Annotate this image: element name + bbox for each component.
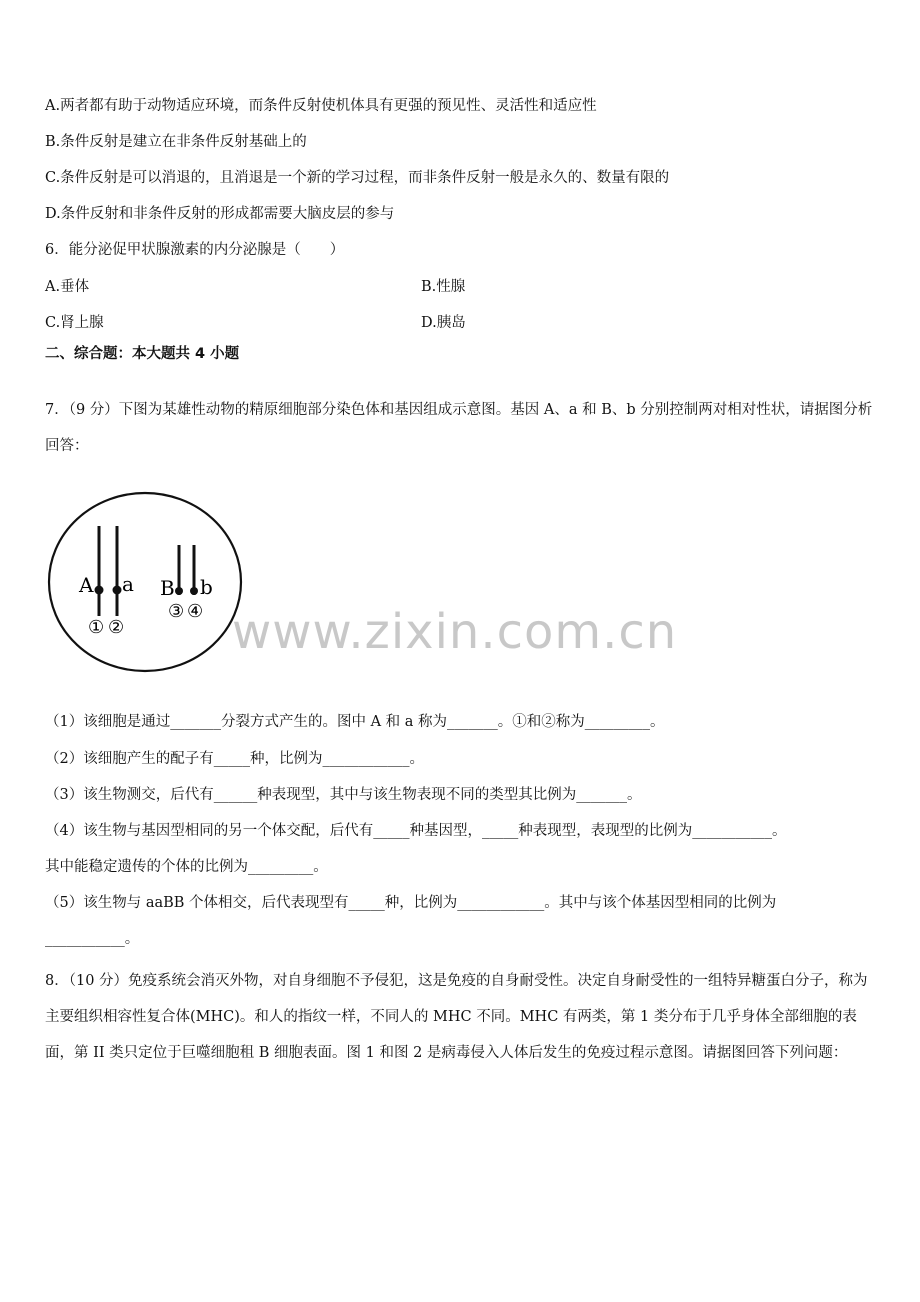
q7-part-5: （5）该生物与 aaBB 个体相交，后代表现型有_____种，比例为____________。其中与该个体基因型相同的比例为	[45, 895, 777, 911]
centromere-2	[113, 586, 122, 595]
q5-option-b: B.条件反射是建立在非条件反射基础上的	[45, 134, 307, 150]
number-1-label: ①	[88, 617, 105, 638]
number-3-label: ③	[168, 601, 185, 622]
gene-b-label: b	[200, 575, 213, 599]
q6-option-b: B.性腺	[421, 279, 466, 295]
q5-option-c: C.条件反射是可以消退的，且消退是一个新的学习过程，而非条件反射一般是永久的、数量有限的	[45, 170, 670, 186]
section-title: 二、综合题：本大题共 4 小题	[45, 346, 240, 362]
q7-part-2: （2）该细胞产生的配子有_____种，比例为____________。	[45, 751, 424, 767]
centromere-1	[95, 586, 104, 595]
q5-option-a: A.两者都有助于动物适应环境，而条件反射使机体具有更强的预见性、灵活性和适应性	[45, 98, 597, 114]
centromere-4	[190, 587, 198, 595]
q7-part-1: （1）该细胞是通过_______分裂方式产生的。图中 A 和 a 称为_______。①和②称为_________。	[45, 714, 665, 730]
gene-B-label: B	[160, 576, 175, 600]
centromere-3	[175, 587, 183, 595]
q7-part-3: （3）该生物测交，后代有______种表现型，其中与该生物表现不同的类型其比例为_______。	[45, 787, 642, 803]
q6-option-a: A.垂体	[45, 279, 90, 295]
q7-stem: 7．（9 分）下图为某雄性动物的精原细胞部分染色体和基因组成示意图。基因 A、a 和 B、b 分别控制两对相对性状，请据图分析回答：	[45, 402, 873, 454]
q8-stem: 8．（10 分）免疫系统会消灭外物，对自身细胞不予侵犯，这是免疫的自身耐受性。决定自身耐受性的一组特异糖蛋白分子，称为主要组织相容性复合体(MHC)。和人的指纹一样，不同人的 MHC 不同。MHC 有两类，第 1 类分布于几乎身体全部细胞的表面，第 II 类只定位于巨噬细胞租 B 细胞表面。图 1 和图 2 是病毒侵入人体后发生的免疫过程示意图。请据图回答下列问题：	[45, 973, 868, 1061]
q7-part-5-cont: ___________。	[45, 931, 140, 947]
q6-stem: 6．能分泌促甲状腺激素的内分泌腺是（ ）	[45, 242, 345, 258]
q6-option-c: C.肾上腺	[45, 315, 104, 331]
gene-a-label: a	[122, 572, 134, 596]
q7-part-4: （4）该生物与基因型相同的另一个体交配，后代有_____种基因型，_____种表现型，表现型的比例为___________。	[45, 823, 787, 839]
number-2-label: ②	[108, 617, 125, 638]
watermark: www.zixin.com.cn	[232, 604, 678, 660]
q5-option-d: D.条件反射和非条件反射的形成都需要大脑皮层的参与	[45, 206, 395, 222]
q6-option-d: D.胰岛	[421, 315, 466, 331]
chromosome-diagram	[46, 490, 246, 675]
number-4-label: ④	[187, 601, 204, 622]
gene-A-label: A	[79, 573, 94, 597]
q7-part-4-cont: 其中能稳定遗传的个体的比例为_________。	[45, 859, 328, 875]
